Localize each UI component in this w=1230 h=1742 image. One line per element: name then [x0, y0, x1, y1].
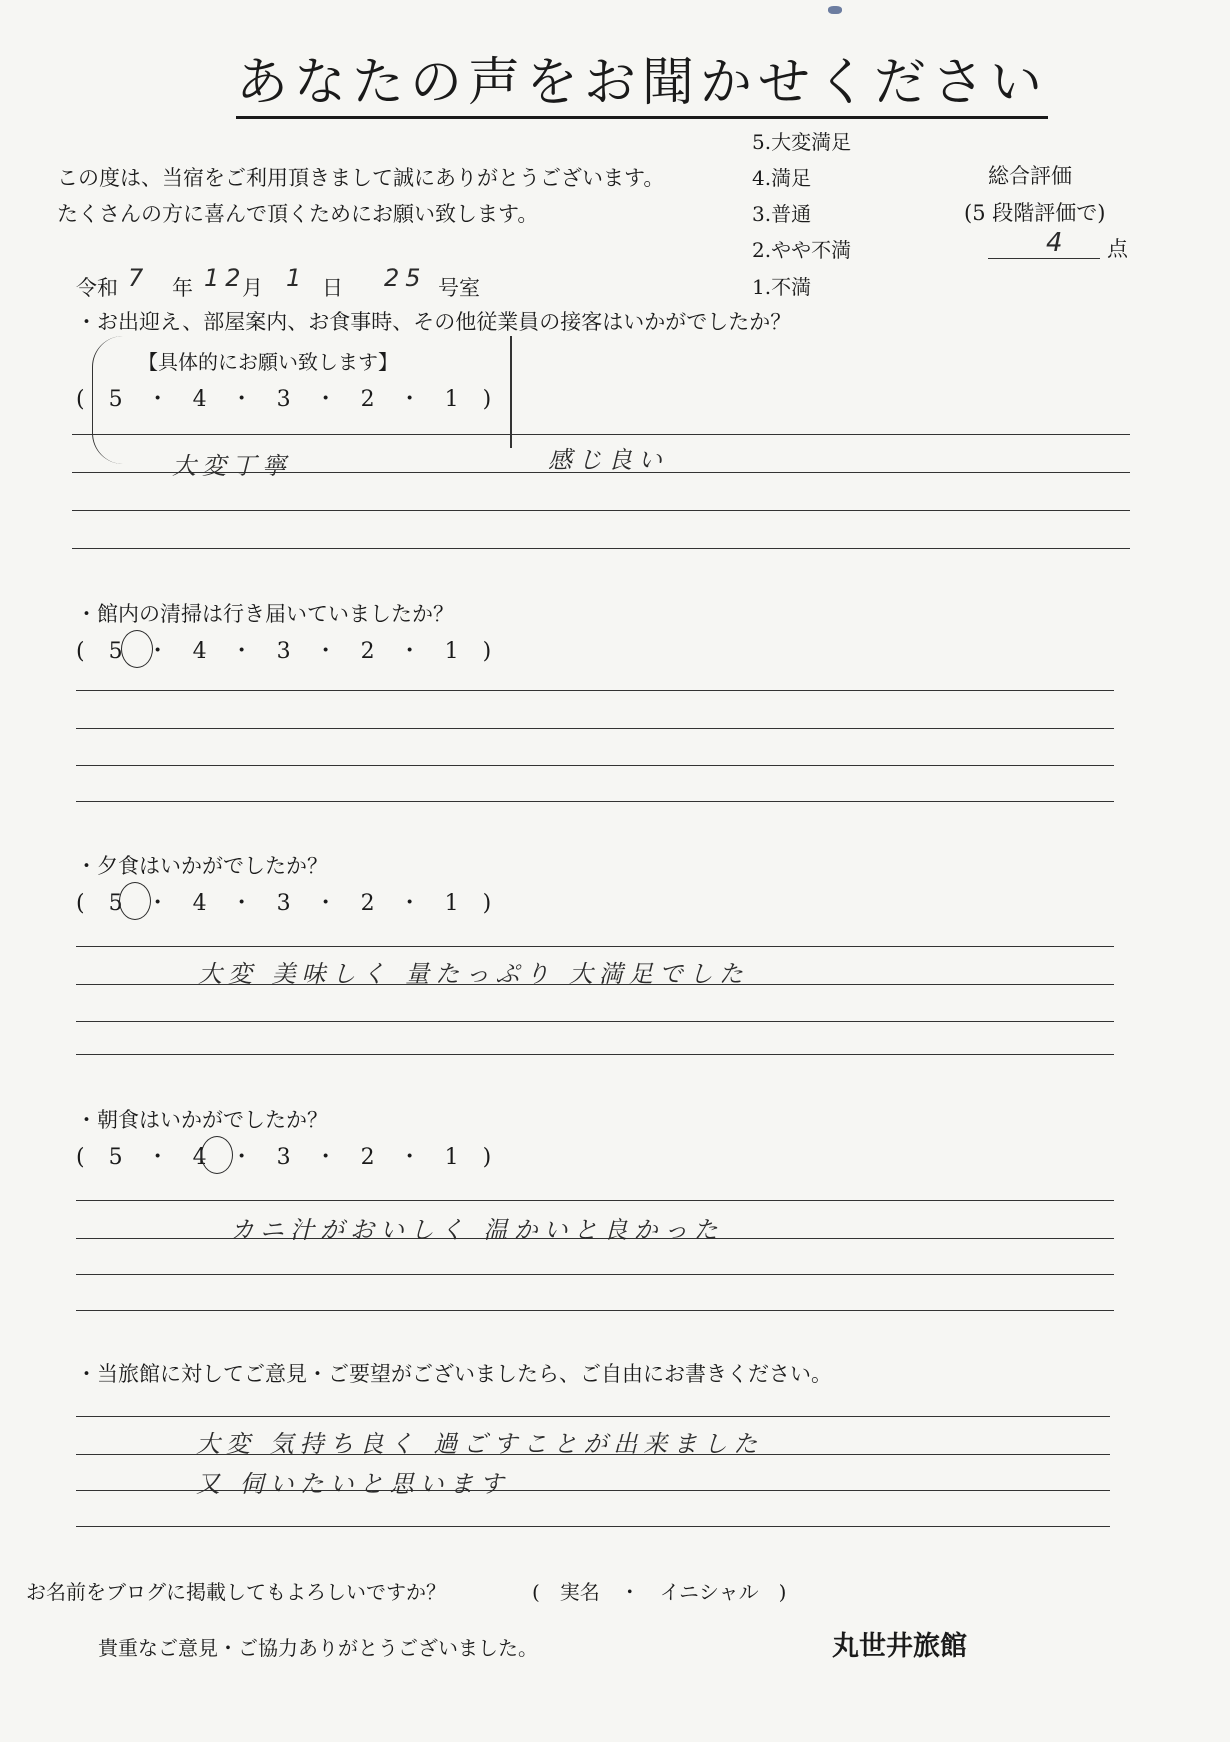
- answer-line: [76, 765, 1114, 766]
- selected-rating-circle-breakfast: [201, 1136, 233, 1174]
- answer-line: [76, 1054, 1114, 1055]
- answer-line: [76, 728, 1114, 729]
- scale-item-3: 3.普通: [752, 202, 812, 226]
- overall-unit: 点: [1107, 237, 1128, 261]
- question-breakfast: ・朝食はいかがでしたか？: [76, 1108, 328, 1132]
- hotel-name: 丸世井旅館: [832, 1631, 967, 1662]
- hand-bracket-left: [92, 336, 123, 464]
- room-number: 25: [384, 264, 427, 292]
- answer-line: [72, 548, 1130, 549]
- rating-scale-cleaning: ( 5 ・ 4 ・ 3 ・ 2 ・ 1 ): [76, 639, 493, 664]
- answer-line: [76, 1200, 1114, 1201]
- thanks-message: 貴重なご意見・ご協力ありがとうございました。: [98, 1636, 538, 1660]
- scale-item-4: 4.満足: [752, 166, 812, 190]
- rating-scale-staff: ( 5 ・ 4 ・ 3 ・ 2 ・ 1 ): [76, 387, 493, 412]
- question-comments: ・当旅館に対してご意見・ご要望がございましたら、ご自由にお書きください。: [76, 1362, 832, 1386]
- overall-heading: 総合評価: [988, 164, 1072, 188]
- answer-line: [76, 1416, 1110, 1417]
- answer-line: [72, 510, 1130, 511]
- overall-score-line: [988, 258, 1100, 259]
- intro-line-2: たくさんの方に喜んで頂くためにお願い致します。: [57, 202, 539, 226]
- survey-title: あなたの声をお聞かせください: [236, 55, 1048, 119]
- rating-scale-breakfast: ( 5 ・ 4 ・ 3 ・ 2 ・ 1 ): [76, 1145, 493, 1170]
- overall-subheading: (5 段階評価で): [964, 201, 1106, 225]
- selected-rating-circle-cleaning: [121, 630, 153, 668]
- hand-stroke-right: [510, 336, 512, 448]
- handwritten-answer-staff-1: 大変丁寧: [172, 452, 292, 480]
- answer-line: [76, 1526, 1110, 1527]
- overall-score: 4: [1046, 228, 1069, 258]
- date-era: 令和: [76, 276, 118, 300]
- ink-speck: [828, 6, 842, 14]
- room-unit: 号室: [438, 276, 480, 300]
- selected-rating-circle-dinner: [119, 882, 151, 920]
- answer-line: [76, 1274, 1114, 1275]
- blog-options: ( 実名 ・ イニシャル ): [532, 1580, 787, 1604]
- scale-item-5: 5.大変満足: [752, 130, 852, 154]
- date-year-unit: 年: [172, 276, 193, 300]
- handwritten-answer-dinner: 大変 美味しく 量たっぷり 大満足でした: [198, 960, 749, 988]
- question-staff-note: 【具体的にお願い致します】: [138, 350, 398, 374]
- answer-line: [76, 801, 1114, 802]
- handwritten-answer-breakfast: カニ汁がおいしく 温かいと良かった: [230, 1216, 724, 1244]
- question-staff: ・お出迎え、部屋案内、お食事時、その他従業員の接客はいかがでしたか？: [76, 310, 792, 334]
- date-month-unit: 月: [242, 276, 263, 300]
- answer-line: [76, 1310, 1114, 1311]
- handwritten-answer-staff-2: 感じ良い: [548, 446, 668, 474]
- question-dinner: ・夕食はいかがでしたか？: [76, 854, 328, 878]
- question-cleaning: ・館内の清掃は行き届いていましたか？: [76, 602, 454, 626]
- answer-line: [72, 434, 1130, 435]
- scale-item-1: 1.不満: [752, 275, 812, 299]
- date-day-unit: 日: [322, 276, 343, 300]
- handwritten-answer-comments-1: 大変 気持ち良く 過ごすことが出来ました: [196, 1430, 764, 1458]
- blog-question: お名前をブログに掲載してもよろしいですか？: [26, 1580, 446, 1604]
- date-day: 1: [286, 264, 308, 292]
- answer-line: [76, 690, 1114, 691]
- date-year: 7: [128, 264, 150, 292]
- intro-line-1: この度は、当宿をご利用頂きまして誠にありがとうございます。: [57, 166, 665, 190]
- answer-line: [76, 946, 1114, 947]
- answer-line: [76, 1021, 1114, 1022]
- rating-scale-dinner: ( 5 ・ 4 ・ 3 ・ 2 ・ 1 ): [76, 891, 493, 916]
- handwritten-answer-comments-2: 又 伺いたいと思います: [196, 1470, 510, 1498]
- date-month: 12: [204, 264, 247, 292]
- scale-item-2: 2.やや不満: [752, 238, 852, 262]
